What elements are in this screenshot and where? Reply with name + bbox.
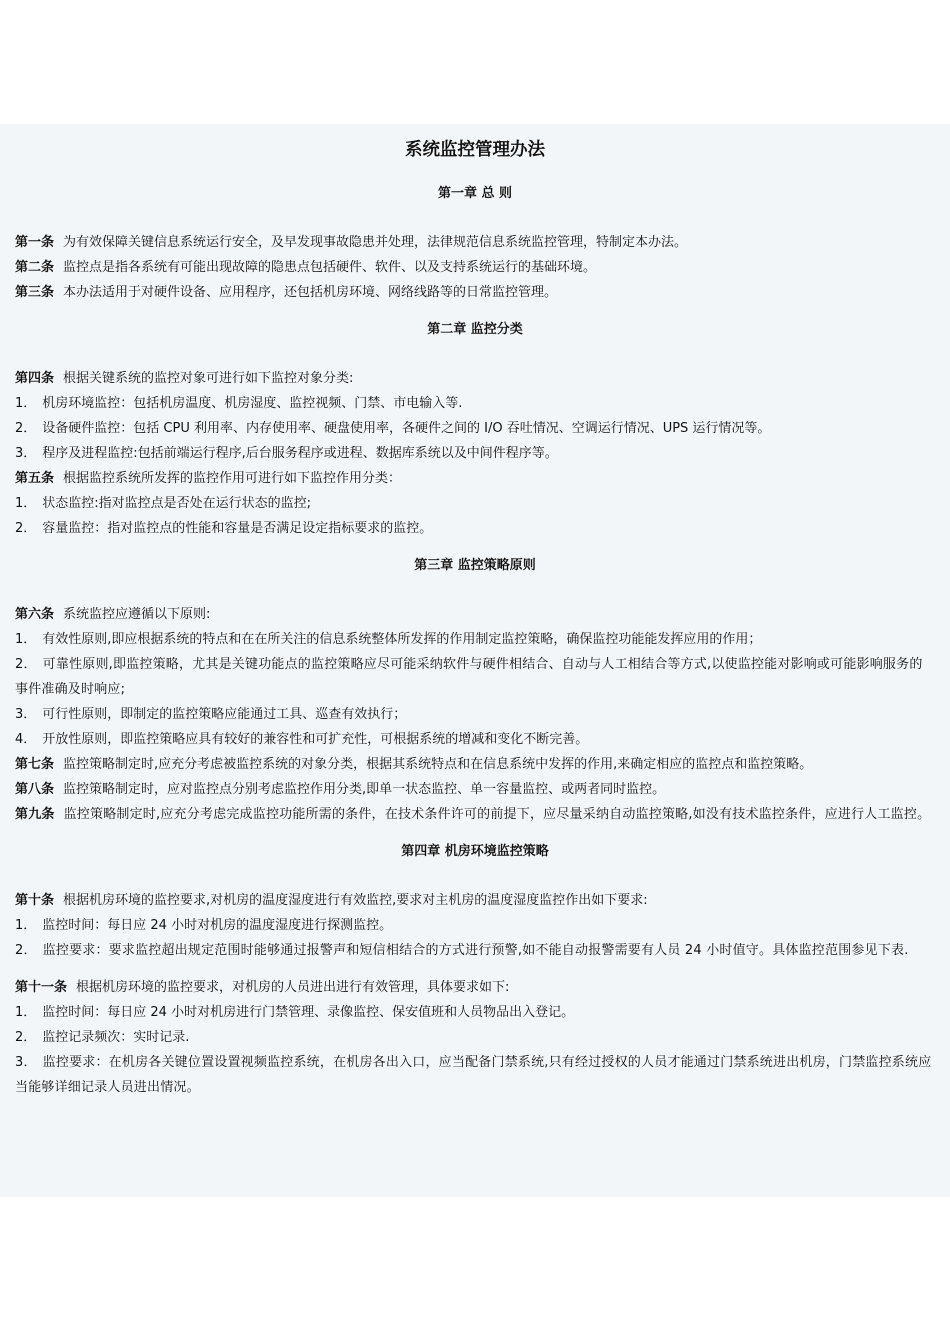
item-text: 程序及进程监控:包括前端运行程序,后台服务程序或进程、数据库系统以及中间件程序等。 — [42, 446, 558, 461]
item-number: 1． — [15, 918, 37, 933]
list-item — [15, 491, 935, 516]
list-item — [15, 652, 935, 702]
item-text: 机房环境监控：包括机房温度、机房湿度、监控视频、门禁、市电输入等. — [42, 396, 463, 411]
list-item — [15, 627, 935, 652]
chapter-heading: 第三章 监控策略原则 — [414, 558, 536, 573]
article-paragraph — [15, 366, 935, 391]
item-text: 可行性原则，即制定的监控策略应能通过工具、巡查有效执行； — [42, 707, 407, 722]
article-paragraph — [15, 802, 935, 827]
article-label: 第三条 — [15, 285, 55, 300]
item-number: 1． — [15, 496, 37, 511]
article-label: 第十一条 — [15, 980, 68, 995]
list-item — [15, 913, 935, 938]
document-title: 系统监控管理办法 — [405, 140, 545, 160]
article-label: 第九条 — [15, 807, 55, 822]
article-text: 监控策略制定时,应充分考虑完成监控功能所需的条件，在技术条件许可的前提下，应尽量采纳自动监控策略,如没有技术监控条件，应进行人工监控。 — [63, 807, 931, 822]
article-paragraph — [15, 255, 935, 280]
article-text: 根据关键系统的监控对象可进行如下监控对象分类: — [63, 371, 354, 386]
item-number: 2． — [15, 421, 37, 436]
article-text: 监控点是指各系统有可能出现故障的隐患点包括硬件、软件、以及支持系统运行的基础环境。 — [63, 260, 597, 275]
item-number: 2． — [15, 657, 37, 672]
item-number: 2． — [15, 943, 37, 958]
article-text: 监控策略制定时,应充分考虑被监控系统的对象分类，根据其系统特点和在信息系统中发挥的作用,来确定相应的监控点和监控策略。 — [63, 757, 813, 772]
article-text: 本办法适用于对硬件设备、应用程序，还包括机房环境、网络线路等的日常监控管理。 — [63, 285, 558, 300]
list-item — [15, 727, 935, 752]
item-text: 开放性原则，即监控策略应具有较好的兼容性和可扩充性，可根据系统的增减和变化不断完善。 — [42, 732, 589, 747]
article-label: 第八条 — [15, 782, 55, 797]
article-text: 根据监控系统所发挥的监控作用可进行如下监控作用分类： — [63, 471, 402, 486]
article-label: 第五条 — [15, 471, 55, 486]
article-paragraph — [15, 888, 935, 913]
article-label: 第四条 — [15, 371, 55, 386]
chapter-heading: 第二章 监控分类 — [427, 322, 523, 337]
article-paragraph — [15, 975, 935, 1000]
item-number: 2． — [15, 1030, 37, 1045]
item-number: 1． — [15, 396, 37, 411]
item-text: 设备硬件监控：包括 CPU 利用率、内存使用率、硬盘使用率，各硬件之间的 I/O 吞吐情况、空调运行情况、UPS 运行情况等。 — [42, 421, 771, 436]
article-text: 根据机房环境的监控要求，对机房的人员进出进行有效管理，具体要求如下: — [76, 980, 510, 995]
list-item — [15, 1025, 935, 1050]
list-item — [15, 938, 935, 963]
article-paragraph — [15, 602, 935, 627]
item-text: 有效性原则,即应根据系统的特点和在在所关注的信息系统整体所发挥的作用制定监控策略，确保监控功能能发挥应用的作用； — [42, 632, 762, 647]
article-label: 第七条 — [15, 757, 55, 772]
item-text: 容量监控：指对监控点的性能和容量是否满足设定指标要求的监控。 — [42, 521, 433, 536]
article-text: 为有效保障关键信息系统运行安全，及早发现事故隐患并处理，法律规范信息系统监控管理，特制定本办法。 — [63, 235, 688, 250]
item-number: 1． — [15, 632, 37, 647]
item-number: 2． — [15, 521, 37, 536]
list-item — [15, 1000, 935, 1025]
list-item — [15, 516, 935, 541]
document-page — [0, 124, 950, 1197]
chapter-heading: 第四章 机房环境监控策略 — [401, 844, 549, 859]
article-paragraph — [15, 280, 935, 305]
article-label: 第二条 — [15, 260, 55, 275]
article-paragraph — [15, 230, 935, 255]
article-text: 监控策略制定时，应对监控点分别考虑监控作用分类,即单一状态监控、单一容量监控、或两者同时监控。 — [63, 782, 666, 797]
chapter-heading: 第一章 总 则 — [437, 186, 513, 201]
article-paragraph — [15, 466, 935, 491]
article-label: 第六条 — [15, 607, 55, 622]
item-number: 1． — [15, 1005, 37, 1020]
item-number: 3． — [15, 707, 37, 722]
item-text: 监控时间：每日应 24 小时对机房进行门禁管理、录像监控、保安值班和人员物品出入登记。 — [42, 1005, 575, 1020]
list-item — [15, 441, 935, 466]
article-label: 第十条 — [15, 893, 55, 908]
article-text: 根据机房环境的监控要求,对机房的温度湿度进行有效监控,要求对主机房的温度湿度监控作出如下要求: — [63, 893, 648, 908]
item-text: 监控时间：每日应 24 小时对机房的温度湿度进行探测监控。 — [42, 918, 393, 933]
list-item — [15, 1050, 935, 1100]
list-item — [15, 391, 935, 416]
article-label: 第一条 — [15, 235, 55, 250]
item-text: 监控要求：要求监控超出规定范围时能够通过报警声和短信相结合的方式进行预警,如不能自动报警需要有人员 24 小时值守。具体监控范围参见下表. — [42, 943, 909, 958]
item-number: 4． — [15, 732, 37, 747]
item-number: 3． — [15, 1055, 37, 1070]
item-text: 监控要求：在机房各关键位置设置视频监控系统，在机房各出入口，应当配备门禁系统,只有经过授权的人员才能通过门禁系统进出机房，门禁监控系统应当能够详细记录人员进出情况。 — [15, 1055, 932, 1095]
item-number: 3． — [15, 446, 37, 461]
article-paragraph — [15, 752, 935, 777]
item-text: 监控记录频次：实时记录. — [42, 1030, 190, 1045]
list-item — [15, 416, 935, 441]
item-text: 状态监控:指对监控点是否处在运行状态的监控; — [42, 496, 312, 511]
item-text: 可靠性原则,即监控策略，尤其是关键功能点的监控策略应尽可能采纳软件与硬件相结合、自动与人工相结合等方式,以使监控能对影响或可能影响服务的事件准确及时响应; — [15, 657, 923, 697]
article-text: 系统监控应遵循以下原则: — [63, 607, 211, 622]
article-paragraph — [15, 777, 935, 802]
list-item — [15, 702, 935, 727]
